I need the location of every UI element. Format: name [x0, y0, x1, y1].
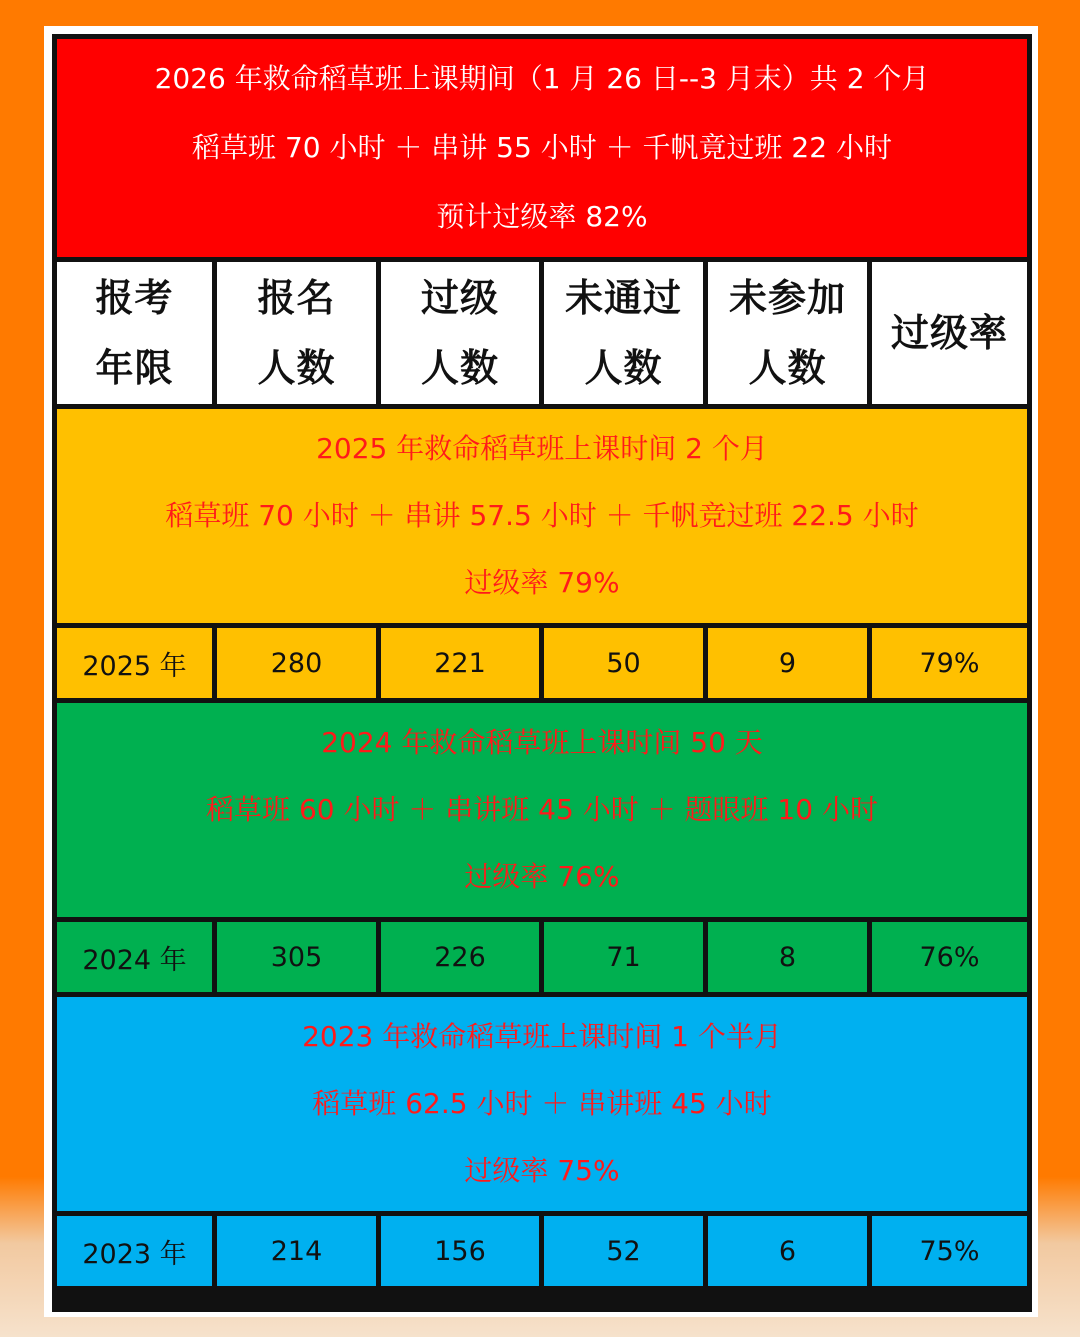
- header-enrolled-l2: 人数: [257, 346, 336, 390]
- header-enrolled: [217, 262, 376, 404]
- header-absent-l1: 未参加: [728, 275, 846, 320]
- cell-passed: 226: [381, 922, 539, 992]
- header-absent-l2: 人数: [748, 346, 827, 390]
- header-passed-l1: 过级: [420, 275, 499, 320]
- pass-rate-table: [52, 34, 1032, 1312]
- cell-exam-year: 2025 年: [57, 628, 212, 698]
- cell-absent: 8: [708, 922, 867, 992]
- section-2024-line2: 稻草班 60 小时 ＋ 串讲班 45 小时 ＋ 题眼班 10 小时: [206, 792, 878, 826]
- cell-enrolled: 214: [217, 1216, 376, 1286]
- banner-2026-line1: 2026 年救命稻草班上课期间（1 月 26 日--3 月末）共 2 个月: [154, 62, 930, 96]
- section-2023-line2: 稻草班 62.5 小时 ＋ 串讲班 45 小时: [312, 1086, 772, 1120]
- banner-2026: [57, 39, 1027, 257]
- header-passed: [381, 262, 539, 404]
- header-failed-l1: 未通过: [564, 275, 682, 320]
- cell-failed: 50: [544, 628, 703, 698]
- header-pass-rate: [872, 262, 1027, 404]
- cell-pass-rate: 75%: [872, 1216, 1027, 1286]
- header-exam-year-l2: 年限: [95, 346, 174, 390]
- header-passed-l2: 人数: [420, 346, 499, 390]
- header-absent: [708, 262, 867, 404]
- section-2023-line1: 2023 年救命稻草班上课时间 1 个半月: [302, 1019, 782, 1053]
- header-failed: [544, 262, 703, 404]
- header-exam-year: [57, 262, 212, 404]
- cell-pass-rate: 79%: [872, 628, 1027, 698]
- cell-exam-year: 2024 年: [57, 922, 212, 992]
- banner-2026-line3: 预计过级率 82%: [436, 199, 648, 233]
- cell-exam-year: 2023 年: [57, 1216, 212, 1286]
- cell-failed: 52: [544, 1216, 703, 1286]
- header-exam-year-l1: 报考: [95, 275, 174, 320]
- cell-enrolled: 280: [217, 628, 376, 698]
- cell-absent: 6: [708, 1216, 867, 1286]
- cell-passed: 156: [381, 1216, 539, 1286]
- cell-failed: 71: [544, 922, 703, 992]
- section-2023-summary: [57, 997, 1027, 1211]
- section-2025-line1: 2025 年救命稻草班上课时间 2 个月: [316, 431, 768, 465]
- section-2025-line3: 过级率 79%: [464, 566, 620, 600]
- table-row-2023: [57, 1216, 1027, 1286]
- section-2024-summary: [57, 703, 1027, 917]
- cell-enrolled: 305: [217, 922, 376, 992]
- section-2025-summary: [57, 409, 1027, 623]
- cell-absent: 9: [708, 628, 867, 698]
- header-enrolled-l1: 报名: [257, 275, 336, 320]
- section-2024-line1: 2024 年救命稻草班上课时间 50 天: [321, 725, 763, 759]
- section-2023-line3: 过级率 75%: [464, 1154, 620, 1188]
- table-header-row: [57, 262, 1027, 404]
- header-failed-l2: 人数: [584, 346, 663, 390]
- table-row-2024: [57, 922, 1027, 992]
- section-2025-line2: 稻草班 70 小时 ＋ 串讲 57.5 小时 ＋ 千帆竞过班 22.5 小时: [165, 498, 919, 532]
- table-row-2025: [57, 628, 1027, 698]
- section-2024-line3: 过级率 76%: [464, 860, 620, 894]
- cell-pass-rate: 76%: [872, 922, 1027, 992]
- header-pass-rate-l1: 过级率: [890, 310, 1008, 355]
- banner-2026-line2: 稻草班 70 小时 ＋ 串讲 55 小时 ＋ 千帆竟过班 22 小时: [192, 130, 892, 164]
- cell-passed: 221: [381, 628, 539, 698]
